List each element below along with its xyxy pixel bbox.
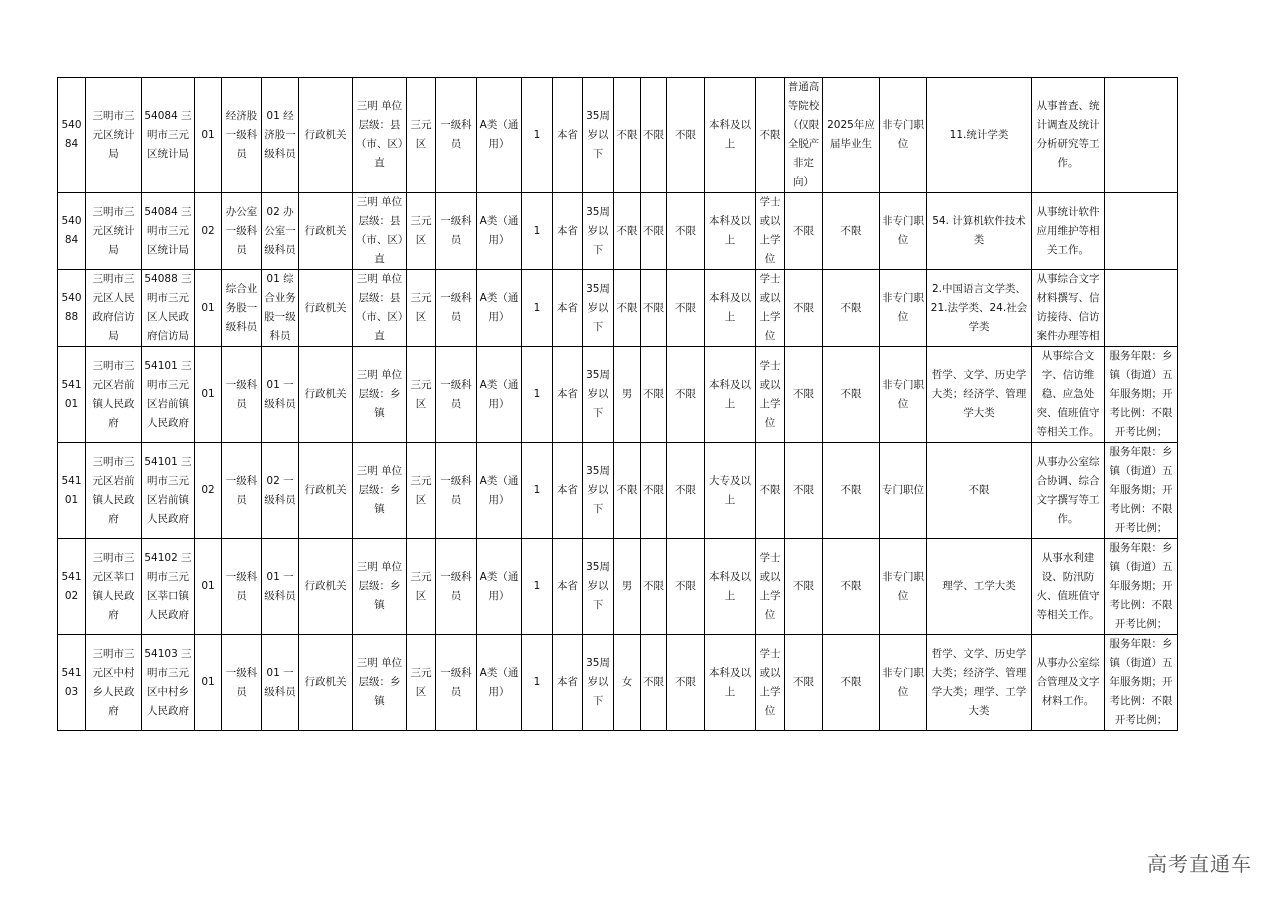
area-cell: 三元区	[407, 193, 436, 270]
major-cell: 哲学、文学、历史学大类；经济学、管理学大类；理学、工学大类	[927, 635, 1032, 731]
table-row	[58, 347, 1178, 443]
identity-cell: 不限	[785, 635, 823, 731]
requirement-cell: 不限	[667, 78, 705, 193]
household-scope-cell: 本省	[553, 443, 583, 539]
household-scope-cell: 本省	[553, 635, 583, 731]
major-cell: 不限	[927, 443, 1032, 539]
table-row	[58, 78, 1178, 193]
exam-category-cell: A类（通用）	[477, 443, 522, 539]
unit-level-cell: 三明 单位层级：县（市、区）直	[353, 78, 407, 193]
headcount-cell: 1	[522, 78, 553, 193]
rank-cell: 一级科员	[436, 193, 477, 270]
position-code-name-cell: 02 一级科员	[262, 443, 299, 539]
major-cell: 54. 计算机软件技术类	[927, 193, 1032, 270]
unit-cell: 54084 三明市三元区统计局	[142, 193, 195, 270]
org-type-cell: 行政机关	[299, 193, 353, 270]
position-code-name-cell: 01 综合业务股一级科员	[262, 270, 299, 347]
exam-category-cell: A类（通用）	[477, 270, 522, 347]
position-name-cell: 一级科员	[222, 635, 262, 731]
identity-cell: 不限	[785, 347, 823, 443]
gender-cell: 不限	[614, 443, 641, 539]
age-cell: 35周岁以下	[583, 443, 614, 539]
headcount-cell: 1	[522, 347, 553, 443]
duty-cell: 从事办公室综合管理及文字材料工作。	[1032, 635, 1105, 731]
unit-level-cell: 三明 单位层级：乡镇	[353, 539, 407, 635]
identity-cell: 不限	[785, 443, 823, 539]
area-cell: 三元区	[407, 347, 436, 443]
graduate-cell: 不限	[823, 635, 880, 731]
special-position-cell: 非专门职位	[880, 635, 927, 731]
gender-cell: 男	[614, 539, 641, 635]
requirement-cell: 不限	[667, 347, 705, 443]
graduate-cell: 不限	[823, 270, 880, 347]
position-code-cell: 54103	[58, 635, 86, 731]
duty-cell: 从事综合文字材料撰写、信访接待、信访案件办理等相	[1032, 270, 1105, 347]
unit-level-cell: 三明 单位层级：乡镇	[353, 347, 407, 443]
rank-cell: 一级科员	[436, 78, 477, 193]
unit-level-cell: 三明 单位层级：乡镇	[353, 443, 407, 539]
rank-cell: 一级科员	[436, 539, 477, 635]
unit-cell: 54103 三明市三元区中村乡人民政府	[142, 635, 195, 731]
age-cell: 35周岁以下	[583, 347, 614, 443]
exam-category-cell: A类（通用）	[477, 78, 522, 193]
position-name-cell: 综合业务股一级科员	[222, 270, 262, 347]
identity-cell: 不限	[785, 193, 823, 270]
position-number-cell: 01	[195, 78, 222, 193]
degree-cell: 学士或以上学位	[756, 193, 785, 270]
note-cell	[1105, 78, 1178, 193]
requirement-cell: 不限	[667, 443, 705, 539]
rank-cell: 一级科员	[436, 347, 477, 443]
org-type-cell: 行政机关	[299, 635, 353, 731]
degree-cell: 学士或以上学位	[756, 270, 785, 347]
gender-cell: 不限	[614, 193, 641, 270]
org-type-cell: 行政机关	[299, 347, 353, 443]
position-number-cell: 01	[195, 347, 222, 443]
recruiter-cell: 三明市三元区岩前镇人民政府	[86, 347, 142, 443]
note-cell: 服务年限：乡镇（街道）五年服务期；开考比例：不限开考比例；	[1105, 443, 1178, 539]
exam-category-cell: A类（通用）	[477, 347, 522, 443]
degree-cell: 不限	[756, 78, 785, 193]
duty-cell: 从事统计软件应用维护等相关工作。	[1032, 193, 1105, 270]
org-type-cell: 行政机关	[299, 270, 353, 347]
requirement-cell: 不限	[667, 539, 705, 635]
duty-cell: 从事办公室综合协调、综合文字撰写等工作。	[1032, 443, 1105, 539]
position-name-cell: 办公室一级科员	[222, 193, 262, 270]
rank-cell: 一级科员	[436, 635, 477, 731]
requirement-cell: 不限	[641, 78, 667, 193]
requirement-cell: 不限	[641, 443, 667, 539]
education-cell: 大专及以上	[705, 443, 756, 539]
age-cell: 35周岁以下	[583, 270, 614, 347]
exam-category-cell: A类（通用）	[477, 635, 522, 731]
major-cell: 2.中国语言文学类、21.法学类、24.社会学类	[927, 270, 1032, 347]
exam-category-cell: A类（通用）	[477, 193, 522, 270]
position-code-name-cell: 02 办公室一级科员	[262, 193, 299, 270]
major-cell: 理学、工学大类	[927, 539, 1032, 635]
rank-cell: 一级科员	[436, 270, 477, 347]
area-cell: 三元区	[407, 78, 436, 193]
special-position-cell: 专门职位	[880, 443, 927, 539]
headcount-cell: 1	[522, 270, 553, 347]
requirement-cell: 不限	[667, 635, 705, 731]
requirement-cell: 不限	[641, 635, 667, 731]
unit-level-cell: 三明 单位层级：县（市、区）直	[353, 193, 407, 270]
rank-cell: 一级科员	[436, 443, 477, 539]
recruiter-cell: 三明市三元区岩前镇人民政府	[86, 443, 142, 539]
position-number-cell: 02	[195, 443, 222, 539]
position-code-cell: 54101	[58, 347, 86, 443]
degree-cell: 学士或以上学位	[756, 347, 785, 443]
unit-cell: 54101 三明市三元区岩前镇人民政府	[142, 347, 195, 443]
org-type-cell: 行政机关	[299, 78, 353, 193]
position-code-cell: 54084	[58, 193, 86, 270]
requirement-cell: 不限	[641, 347, 667, 443]
education-cell: 本科及以上	[705, 193, 756, 270]
household-scope-cell: 本省	[553, 270, 583, 347]
requirement-cell: 不限	[641, 270, 667, 347]
household-scope-cell: 本省	[553, 78, 583, 193]
requirement-cell: 不限	[641, 193, 667, 270]
graduate-cell: 不限	[823, 347, 880, 443]
note-cell: 服务年限：乡镇（街道）五年服务期；开考比例：不限开考比例；	[1105, 539, 1178, 635]
area-cell: 三元区	[407, 270, 436, 347]
recruiter-cell: 三明市三元区统计局	[86, 78, 142, 193]
unit-cell: 54088 三明市三元区人民政府信访局	[142, 270, 195, 347]
table-row	[58, 539, 1178, 635]
education-cell: 本科及以上	[705, 78, 756, 193]
special-position-cell: 非专门职位	[880, 539, 927, 635]
special-position-cell: 非专门职位	[880, 78, 927, 193]
age-cell: 35周岁以下	[583, 635, 614, 731]
major-cell: 哲学、文学、历史学大类；经济学、管理学大类	[927, 347, 1032, 443]
position-code-cell: 54084	[58, 78, 86, 193]
table-row	[58, 270, 1178, 347]
position-number-cell: 01	[195, 270, 222, 347]
special-position-cell: 非专门职位	[880, 270, 927, 347]
requirement-cell: 不限	[641, 539, 667, 635]
unit-level-cell: 三明 单位层级：县（市、区）直	[353, 270, 407, 347]
position-code-name-cell: 01 一级科员	[262, 539, 299, 635]
table-row	[58, 443, 1178, 539]
age-cell: 35周岁以下	[583, 78, 614, 193]
unit-cell: 54101 三明市三元区岩前镇人民政府	[142, 443, 195, 539]
recruiter-cell: 三明市三元区中村乡人民政府	[86, 635, 142, 731]
position-name-cell: 经济股一级科员	[222, 78, 262, 193]
graduate-cell: 不限	[823, 539, 880, 635]
note-cell	[1105, 270, 1178, 347]
identity-cell: 普通高等院校（仅限全脱产非定向）	[785, 78, 823, 193]
gender-cell: 女	[614, 635, 641, 731]
requirement-cell: 不限	[667, 270, 705, 347]
duty-cell: 从事综合文字、信访维稳、应急处突、值班值守等相关工作。	[1032, 347, 1105, 443]
recruiter-cell: 三明市三元区统计局	[86, 193, 142, 270]
special-position-cell: 非专门职位	[880, 193, 927, 270]
household-scope-cell: 本省	[553, 347, 583, 443]
degree-cell: 学士或以上学位	[756, 635, 785, 731]
position-number-cell: 02	[195, 193, 222, 270]
recruiter-cell: 三明市三元区莘口镇人民政府	[86, 539, 142, 635]
unit-cell: 54084 三明市三元区统计局	[142, 78, 195, 193]
org-type-cell: 行政机关	[299, 443, 353, 539]
identity-cell: 不限	[785, 539, 823, 635]
education-cell: 本科及以上	[705, 635, 756, 731]
area-cell: 三元区	[407, 635, 436, 731]
age-cell: 35周岁以下	[583, 539, 614, 635]
household-scope-cell: 本省	[553, 539, 583, 635]
note-cell: 服务年限：乡镇（街道）五年服务期；开考比例：不限开考比例；	[1105, 635, 1178, 731]
education-cell: 本科及以上	[705, 539, 756, 635]
major-cell: 11.统计学类	[927, 78, 1032, 193]
household-scope-cell: 本省	[553, 193, 583, 270]
degree-cell: 学士或以上学位	[756, 539, 785, 635]
exam-category-cell: A类（通用）	[477, 539, 522, 635]
special-position-cell: 非专门职位	[880, 347, 927, 443]
area-cell: 三元区	[407, 443, 436, 539]
unit-cell: 54102 三明市三元区莘口镇人民政府	[142, 539, 195, 635]
position-code-cell: 54088	[58, 270, 86, 347]
table-row	[58, 193, 1178, 270]
graduate-cell: 不限	[823, 193, 880, 270]
graduate-cell: 2025年应届毕业生	[823, 78, 880, 193]
position-name-cell: 一级科员	[222, 443, 262, 539]
gender-cell: 不限	[614, 78, 641, 193]
position-name-cell: 一级科员	[222, 347, 262, 443]
area-cell: 三元区	[407, 539, 436, 635]
graduate-cell: 不限	[823, 443, 880, 539]
position-code-name-cell: 01 一级科员	[262, 347, 299, 443]
unit-level-cell: 三明 单位层级：乡镇	[353, 635, 407, 731]
duty-cell: 从事普查、统计调查及统计分析研究等工作。	[1032, 78, 1105, 193]
gender-cell: 不限	[614, 270, 641, 347]
note-cell: 服务年限：乡镇（街道）五年服务期；开考比例：不限开考比例；	[1105, 347, 1178, 443]
recruiter-cell: 三明市三元区人民政府信访局	[86, 270, 142, 347]
org-type-cell: 行政机关	[299, 539, 353, 635]
identity-cell: 不限	[785, 270, 823, 347]
position-name-cell: 一级科员	[222, 539, 262, 635]
recruitment-table	[57, 77, 1178, 731]
position-number-cell: 01	[195, 539, 222, 635]
position-code-cell: 54102	[58, 539, 86, 635]
education-cell: 本科及以上	[705, 347, 756, 443]
requirement-cell: 不限	[667, 193, 705, 270]
headcount-cell: 1	[522, 539, 553, 635]
position-code-name-cell: 01 经济股一级科员	[262, 78, 299, 193]
gender-cell: 男	[614, 347, 641, 443]
position-code-name-cell: 01 一级科员	[262, 635, 299, 731]
note-cell	[1105, 193, 1178, 270]
headcount-cell: 1	[522, 635, 553, 731]
watermark-text: 高考直通车	[1147, 852, 1252, 876]
education-cell: 本科及以上	[705, 270, 756, 347]
position-code-cell: 54101	[58, 443, 86, 539]
position-number-cell: 01	[195, 635, 222, 731]
headcount-cell: 1	[522, 443, 553, 539]
table-row	[58, 635, 1178, 731]
headcount-cell: 1	[522, 193, 553, 270]
age-cell: 35周岁以下	[583, 193, 614, 270]
duty-cell: 从事水利建设、防汛防火、值班值守等相关工作。	[1032, 539, 1105, 635]
degree-cell: 不限	[756, 443, 785, 539]
